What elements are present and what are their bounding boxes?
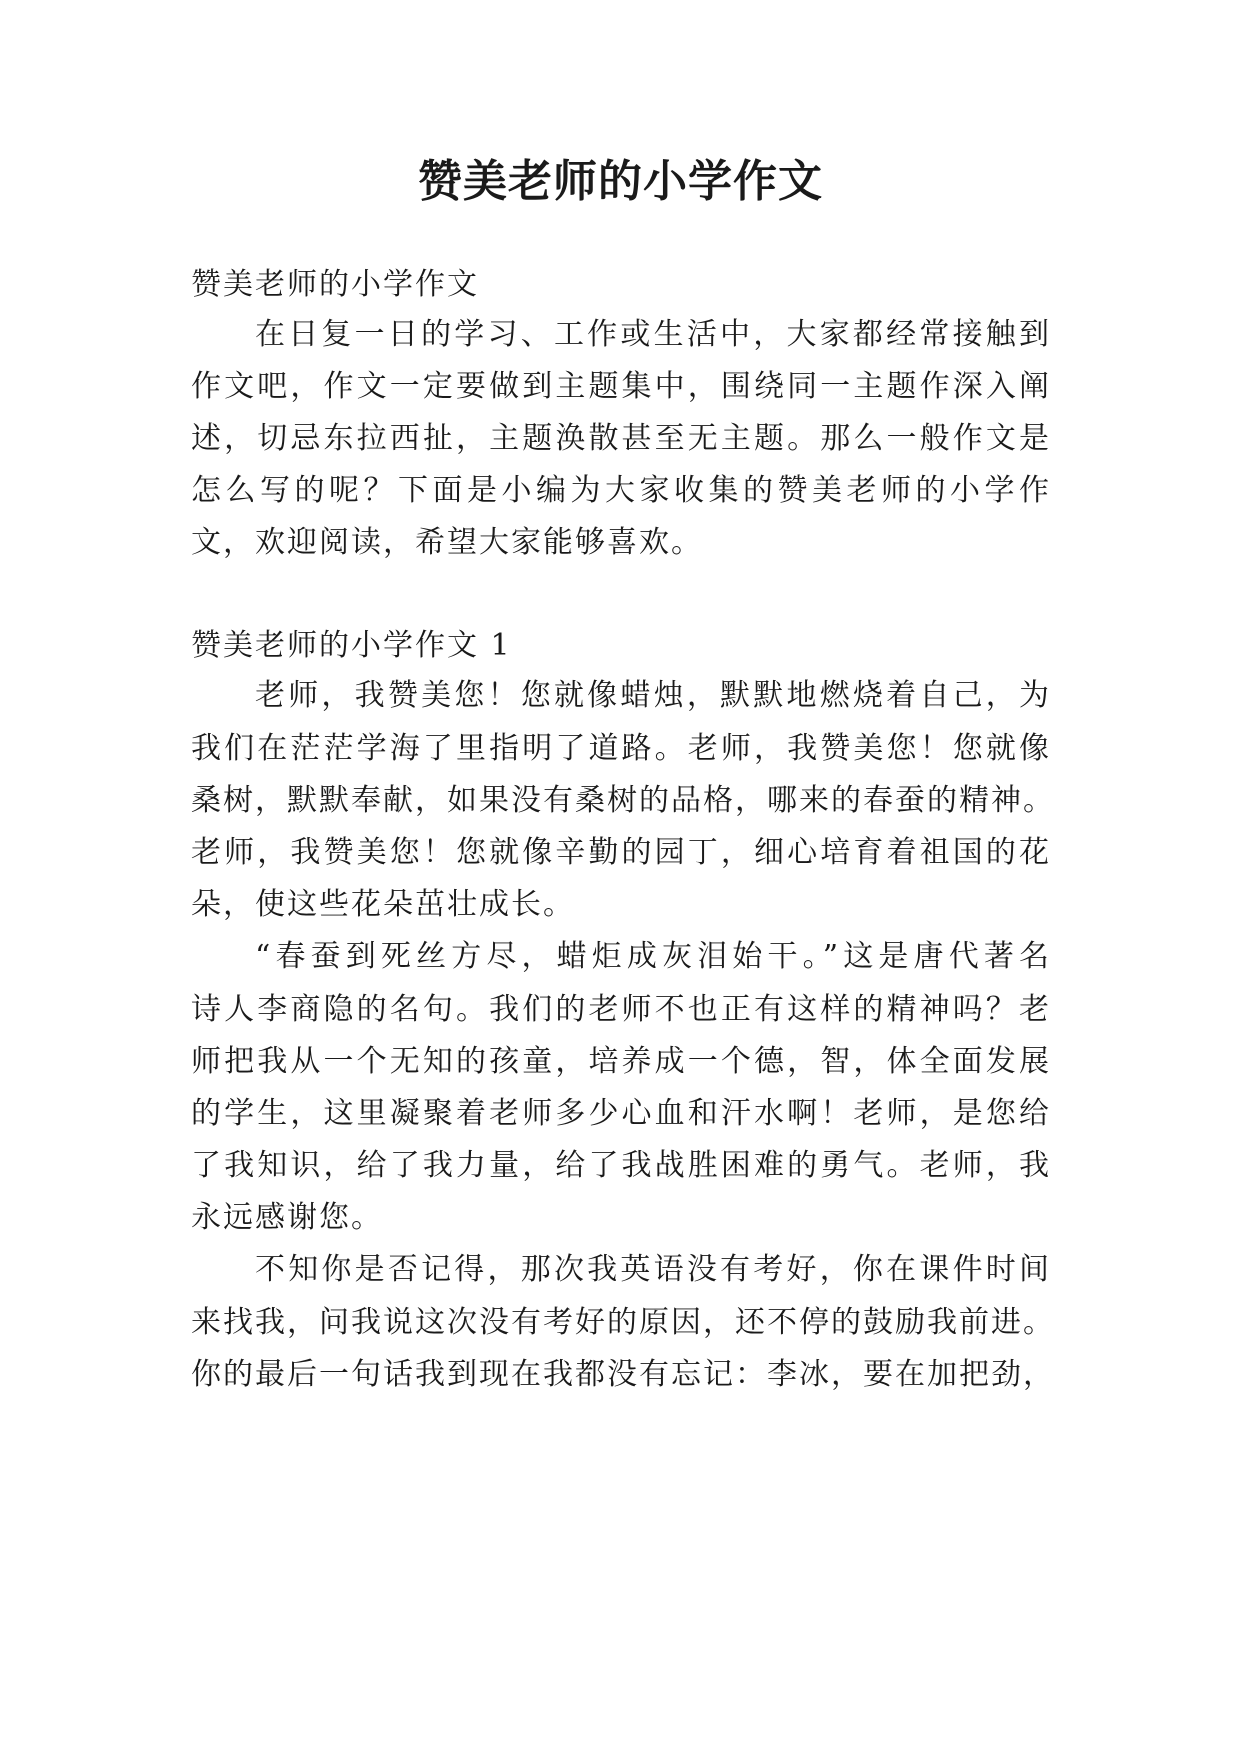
intro-line: 怎么写的呢？下面是小编为大家收集的赞美老师的小学作 xyxy=(191,473,1051,508)
paragraph-line: 你的最后一句话我到现在我都没有忘记：李冰，要在加把劲， xyxy=(191,1357,1055,1392)
paragraph-line: 来找我，问我说这次没有考好的原因，还不停的鼓励我前进。 xyxy=(191,1305,1055,1340)
intro-line: 作文吧，作文一定要做到主题集中，围绕同一主题作深入阐 xyxy=(191,369,1051,404)
paragraph-line: 我们在茫茫学海了里指明了道路。老师，我赞美您！您就像 xyxy=(191,731,1051,766)
paragraph-line: 诗人李商隐的名句。我们的老师不也正有这样的精神吗？老 xyxy=(191,992,1051,1027)
paragraph-line: 的学生，这里凝聚着老师多少心血和汗水啊！老师，是您给 xyxy=(191,1096,1051,1131)
intro-line: 在日复一日的学习、工作或生活中，大家都经常接触到 xyxy=(255,317,1051,352)
paragraph-line: 永远感谢您。 xyxy=(191,1200,383,1235)
paragraph-line: 了我知识，给了我力量，给了我战胜困难的勇气。老师，我 xyxy=(191,1148,1051,1183)
paragraph-line: 师把我从一个无知的孩童，培养成一个德，智，体全面发展 xyxy=(191,1044,1051,1079)
intro-line: 文，欢迎阅读，希望大家能够喜欢。 xyxy=(191,525,703,560)
intro-line: 述，切忌东拉西扯，主题涣散甚至无主题。那么一般作文是 xyxy=(191,421,1051,456)
section-heading: 赞美老师的小学作文 1 xyxy=(191,628,512,663)
paragraph-line: “春蚕到死丝方尽，蜡炬成灰泪始干。”这是唐代著名 xyxy=(255,939,1051,974)
document-title: 赞美老师的小学作文 xyxy=(418,156,823,207)
document-subtitle: 赞美老师的小学作文 xyxy=(191,267,479,302)
paragraph-line: 桑树，默默奉献，如果没有桑树的品格，哪来的春蚕的精神。 xyxy=(191,783,1055,818)
paragraph-line: 不知你是否记得，那次我英语没有考好，你在课件时间 xyxy=(255,1252,1051,1287)
paragraph-line: 老师，我赞美您！您就像辛勤的园丁，细心培育着祖国的花 xyxy=(191,835,1051,870)
paragraph-line: 老师，我赞美您！您就像蜡烛，默默地燃烧着自己，为 xyxy=(255,678,1051,713)
paragraph-line: 朵，使这些花朵茁壮成长。 xyxy=(191,887,575,922)
